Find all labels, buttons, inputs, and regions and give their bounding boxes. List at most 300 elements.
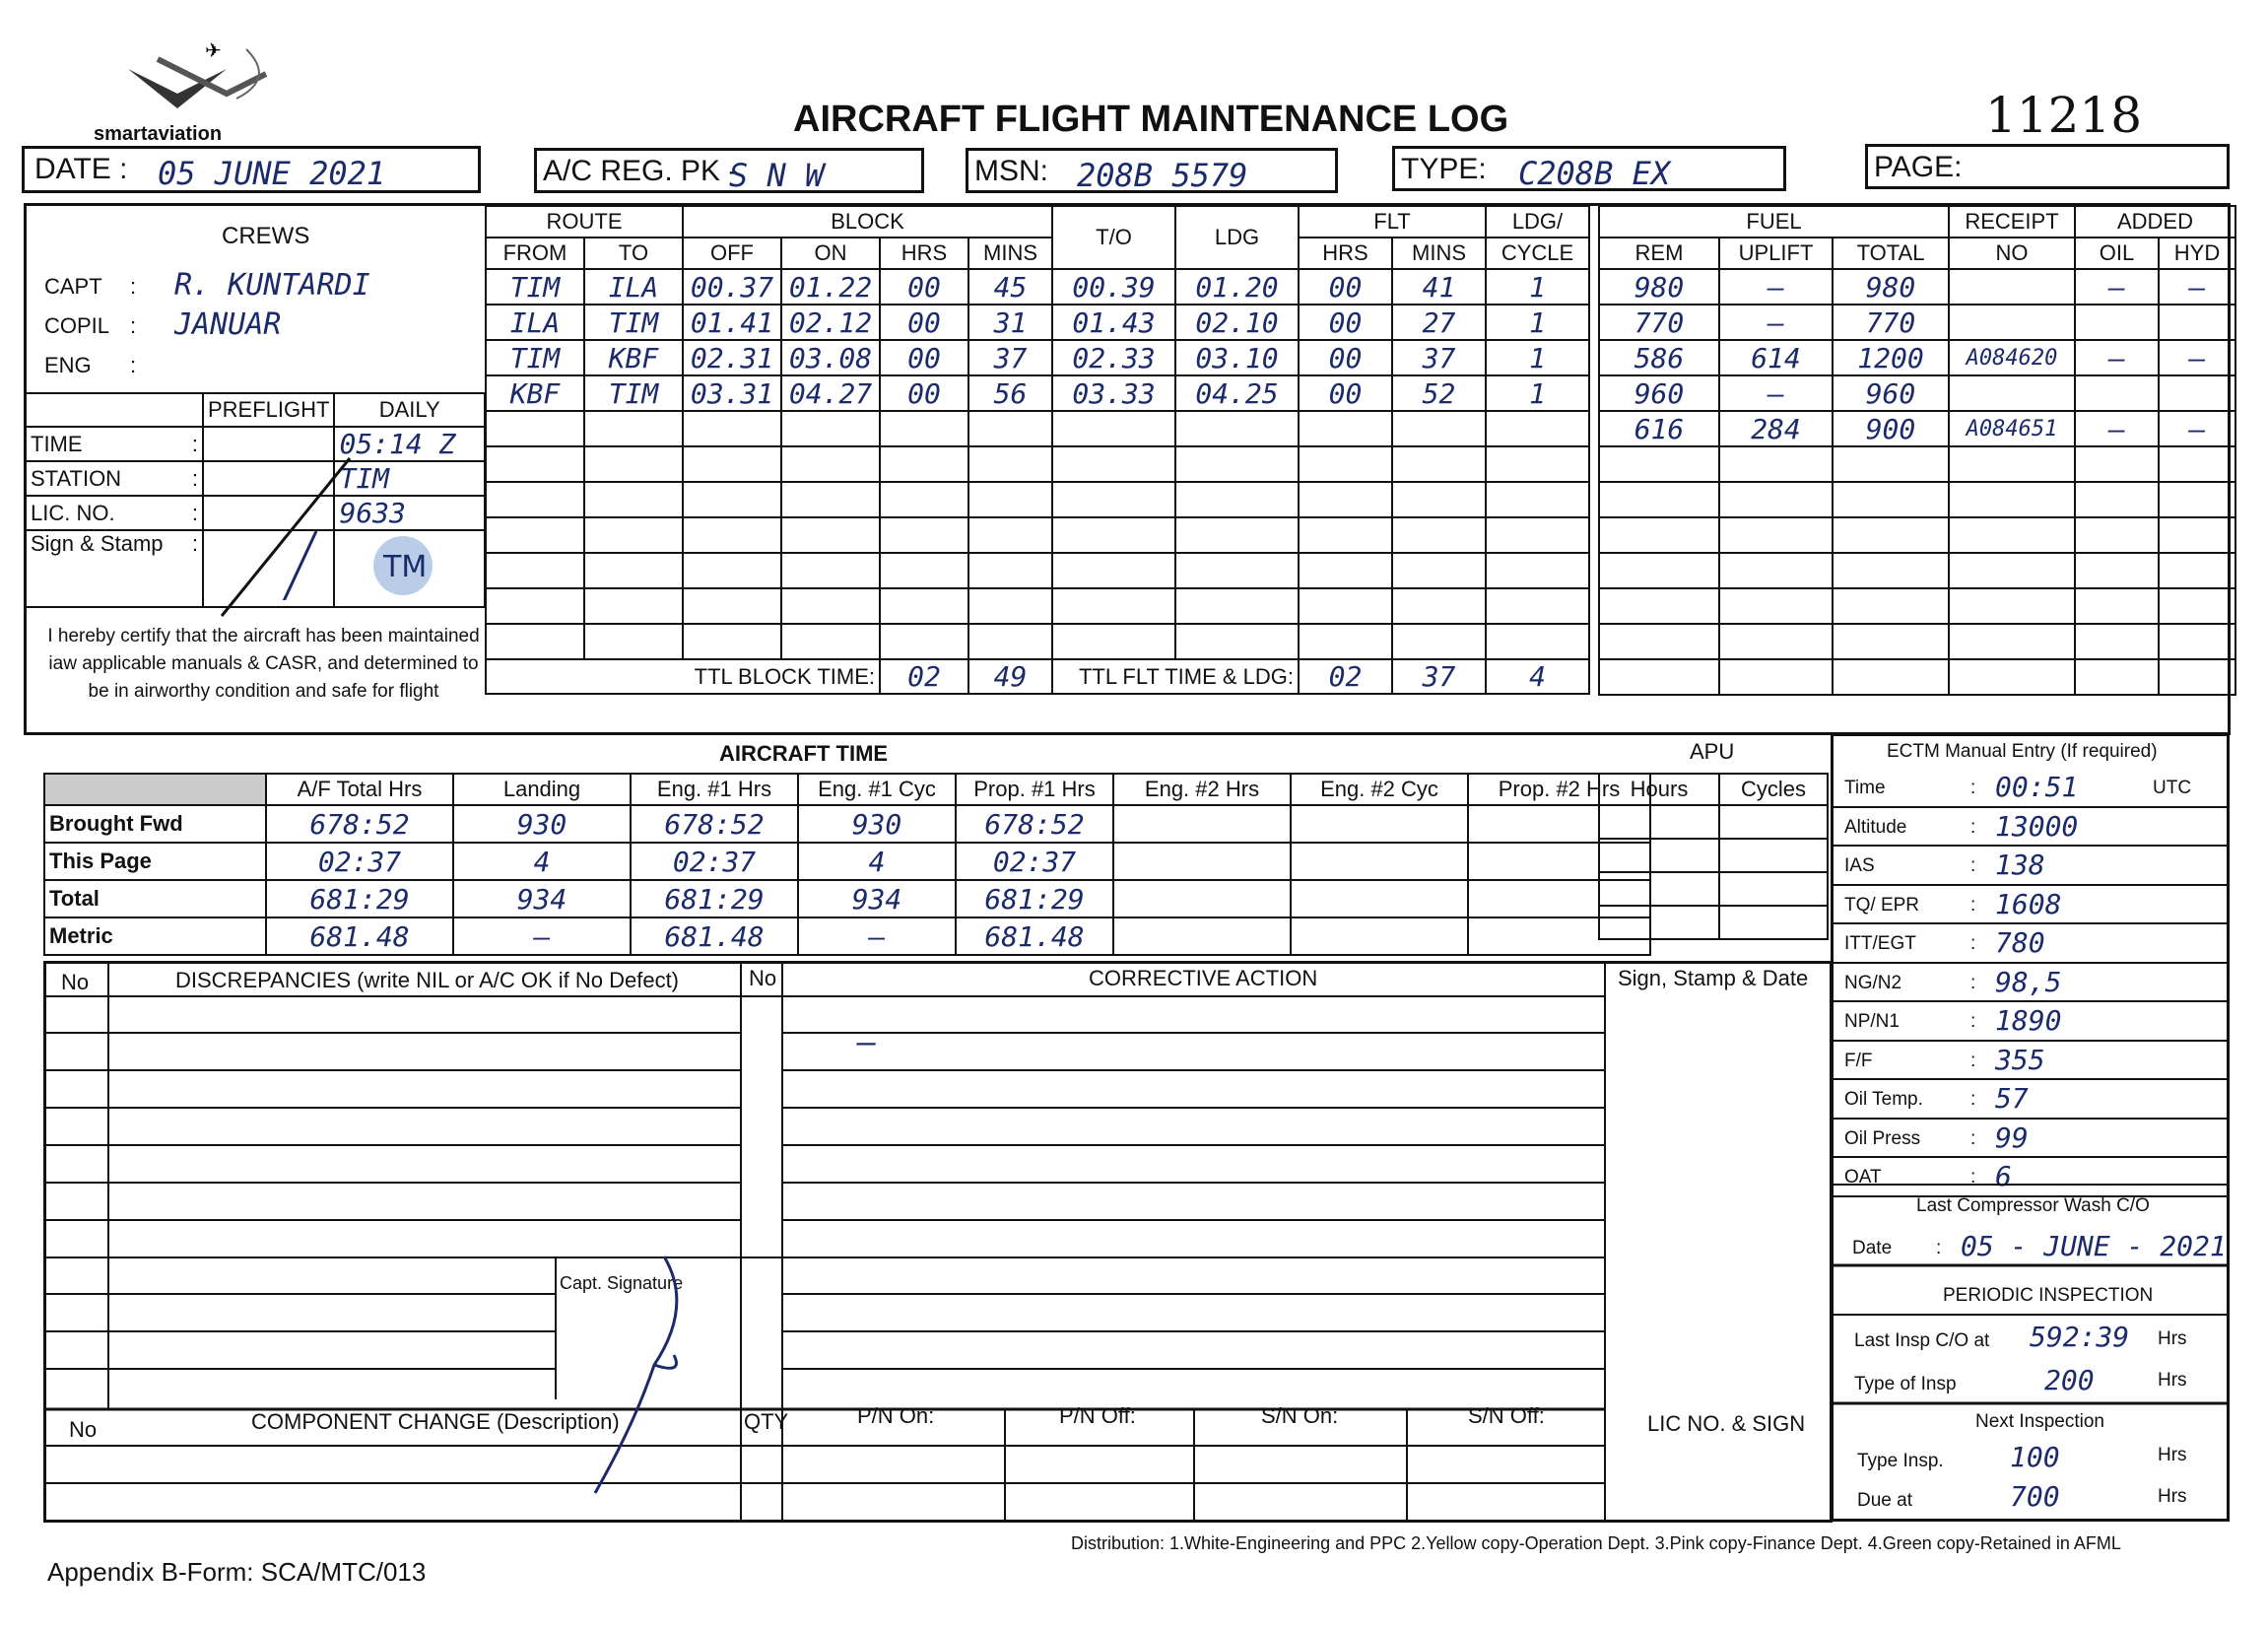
flight-cell-from — [486, 482, 584, 517]
corr-no-header: No — [749, 966, 777, 990]
flight-cell-flt-mins — [1392, 624, 1486, 659]
due-value: 700 — [2010, 1480, 2060, 1513]
flight-cell-flt-hrs: 00 — [1299, 375, 1392, 411]
fuel-cell-uplift — [1719, 659, 1833, 695]
ectm-row-value: 355 — [1995, 1043, 2045, 1076]
msn-box — [966, 148, 1338, 193]
apu-table — [1598, 773, 1829, 940]
fuel-cell-total: 1200 — [1833, 340, 1949, 375]
fuel-row — [1599, 340, 2235, 375]
reg-label: A/C REG. PK - — [543, 155, 739, 187]
on-header: ON — [781, 238, 880, 269]
eng-label: ENG — [44, 353, 92, 377]
ectm-row: Time : 00:51 UTC — [1833, 769, 2229, 808]
flight-cell-cycle: 1 — [1486, 305, 1589, 340]
wash-date-value: 05 - JUNE - 2021 — [1961, 1230, 2227, 1262]
next-type-unit: Hrs — [2158, 1445, 2187, 1465]
ectm-grid-icon — [1831, 733, 2230, 1522]
fuel-cell-oil — [2075, 624, 2159, 659]
flight-row — [486, 588, 1589, 624]
block-header: BLOCK — [683, 206, 1052, 238]
flight-cell-flt-mins — [1392, 482, 1486, 517]
fuel-row — [1599, 446, 2235, 482]
next-type-label: Type Insp. — [1857, 1451, 1944, 1471]
aircraft-time-cell: 02:37 — [266, 843, 453, 880]
fuel-cell-total — [1833, 588, 1949, 624]
fuel-cell-receipt — [1949, 269, 2075, 305]
copil-value: JANUAR — [174, 307, 282, 342]
next-type-value: 100 — [2010, 1441, 2060, 1473]
ectm-row-label: IAS — [1844, 855, 1875, 876]
fuel-row — [1599, 305, 2235, 340]
aircraft-time-row-label: Metric — [44, 917, 266, 955]
ectm-row-value: 99 — [1995, 1121, 2029, 1154]
fuel-cell-rem — [1599, 659, 1719, 695]
flight-cell-cycle: 1 — [1486, 340, 1589, 375]
flight-cell-hrs — [880, 446, 968, 482]
fuel-row — [1599, 482, 2235, 517]
flight-cell-hrs: 00 — [880, 305, 968, 340]
aircraft-time-cell: 681:29 — [956, 880, 1113, 917]
ldg-cycle-header-1: LDG/ — [1486, 206, 1589, 238]
ttl-block-mins: 49 — [968, 659, 1052, 694]
flight-cell-from — [486, 517, 584, 553]
aircraft-time-cell: 4 — [798, 843, 956, 880]
aircraft-time-cell: 681.48 — [956, 917, 1113, 955]
apu-title: APU — [1690, 739, 1735, 764]
fuel-cell-rem — [1599, 482, 1719, 517]
hyd-header: HYD — [2159, 238, 2235, 269]
flt-header: FLT — [1299, 206, 1486, 238]
fuel-cell-uplift: — — [1719, 375, 1833, 411]
comp-pn-off-header: P/N Off: — [1059, 1403, 1136, 1428]
due-label: Due at — [1857, 1490, 1912, 1511]
flight-cell-to-time — [1052, 482, 1175, 517]
aircraft-time-cell — [1291, 880, 1468, 917]
ectm-row-label: NP/N1 — [1844, 1011, 1900, 1032]
flight-row — [486, 553, 1589, 588]
flt-mins-header: MINS — [1392, 238, 1486, 269]
wash-date-label: Date — [1852, 1238, 1893, 1258]
flight-cell-cycle — [1486, 517, 1589, 553]
aircraft-time-cell — [1291, 805, 1468, 843]
flight-cell-ldg — [1175, 517, 1299, 553]
fuel-cell-uplift — [1719, 517, 1833, 553]
ttl-block-hrs: 02 — [880, 659, 968, 694]
ectm-row: IAS : 138 — [1833, 847, 2229, 886]
flight-cell-cycle: 1 — [1486, 375, 1589, 411]
fuel-cell-rem — [1599, 624, 1719, 659]
flight-cell-flt-mins: 41 — [1392, 269, 1486, 305]
type-insp-label: Type of Insp — [1854, 1374, 1957, 1394]
ectm-title: ECTM Manual Entry (If required) — [1887, 741, 2158, 762]
fuel-cell-uplift: 284 — [1719, 411, 1833, 446]
ldg-header: LDG — [1175, 206, 1299, 269]
aircraft-time-cell: 4 — [453, 843, 631, 880]
msn-label: MSN: — [974, 155, 1048, 187]
ectm-row: Oil Press : 99 — [1833, 1120, 2229, 1159]
flight-cell-flt-mins: 37 — [1392, 340, 1486, 375]
fuel-cell-oil: — — [2075, 340, 2159, 375]
page-label: PAGE: — [1874, 151, 1963, 183]
flight-cell-flt-mins — [1392, 588, 1486, 624]
flight-cell-off — [683, 446, 781, 482]
time-label: TIME — [31, 431, 83, 456]
ectm-row-value: 1608 — [1995, 887, 2062, 920]
aircraft-time-cell: 02:37 — [956, 843, 1113, 880]
flight-cell-off: 03.31 — [683, 375, 781, 411]
aircraft-time-cell: 930 — [453, 805, 631, 843]
fuel-cell-oil — [2075, 305, 2159, 340]
flight-cell-to: ILA — [584, 269, 683, 305]
form-number: 11218 — [1985, 87, 2143, 144]
ectm-row: ITT/EGT : 780 — [1833, 924, 2229, 964]
time-daily: 05:14 Z — [334, 427, 485, 461]
aircraft-time-cell: 681:29 — [266, 880, 453, 917]
comp-lic-header: LIC NO. & SIGN — [1647, 1411, 1806, 1436]
ectm-row-label: F/F — [1844, 1050, 1873, 1071]
aircraft-time-cell: 681:29 — [631, 880, 798, 917]
flight-cell-off: 00.37 — [683, 269, 781, 305]
aircraft-time-col-0: A/F Total Hrs — [266, 774, 453, 805]
fuel-cell-receipt — [1949, 482, 2075, 517]
oil-header: OIL — [2075, 238, 2159, 269]
flight-cell-flt-mins — [1392, 446, 1486, 482]
flight-cell-off — [683, 588, 781, 624]
disc-title: DISCREPANCIES (write NIL or A/C OK if No Defect) — [175, 968, 680, 992]
ectm-row-value: 1890 — [1995, 1004, 2062, 1037]
aircraft-time-col-5: Eng. #2 Hrs — [1113, 774, 1291, 805]
flight-cell-to-time: 01.43 — [1052, 305, 1175, 340]
fuel-cell-hyd — [2159, 305, 2235, 340]
fuel-cell-hyd — [2159, 446, 2235, 482]
ectm-row: NG/N2 : 98,5 — [1833, 964, 2229, 1003]
preflight-table: PREFLIGHT DAILY TIME : 05:14 Z STATION : TIM LIC. NO. : 9633 Sign & Stamp : TM — [27, 392, 486, 608]
flight-cell-hrs — [880, 553, 968, 588]
flight-cell-ldg: 03.10 — [1175, 340, 1299, 375]
flight-cell-on: 03.08 — [781, 340, 880, 375]
sign-stamp-title: Sign, Stamp & Date — [1618, 966, 1809, 990]
flight-cell-to-time: 00.39 — [1052, 269, 1175, 305]
aircraft-time-cell: 678:52 — [631, 805, 798, 843]
flight-cell-off — [683, 482, 781, 517]
flight-cell-flt-hrs — [1299, 411, 1392, 446]
mins-header: MINS — [968, 238, 1052, 269]
aircraft-time-cell: 678:52 — [266, 805, 453, 843]
fuel-cell-rem: 616 — [1599, 411, 1719, 446]
flight-cell-hrs — [880, 588, 968, 624]
aircraft-time-row-label: Brought Fwd — [44, 805, 266, 843]
fuel-cell-total — [1833, 517, 1949, 553]
aircraft-time-row — [44, 880, 1650, 917]
flight-row — [486, 482, 1589, 517]
fuel-cell-oil — [2075, 659, 2159, 695]
ectm-row-value: 6 — [1995, 1160, 2012, 1192]
flight-cell-to: TIM — [584, 375, 683, 411]
flight-cell-mins: 56 — [968, 375, 1052, 411]
fuel-cell-uplift — [1719, 446, 1833, 482]
total-header: TOTAL — [1833, 238, 1949, 269]
fuel-cell-total: 960 — [1833, 375, 1949, 411]
ectm-row-value: 98,5 — [1995, 965, 2062, 998]
fuel-cell-receipt — [1949, 553, 2075, 588]
flight-cell-mins: 45 — [968, 269, 1052, 305]
fuel-cell-receipt: A084651 — [1949, 411, 2075, 446]
due-unit: Hrs — [2158, 1486, 2187, 1507]
fuel-cell-hyd — [2159, 659, 2235, 695]
copil-label: COPIL — [44, 313, 110, 338]
flight-cell-to — [584, 482, 683, 517]
flight-cell-mins: 31 — [968, 305, 1052, 340]
last-insp-value: 592:39 — [2030, 1321, 2130, 1353]
flight-cell-mins — [968, 482, 1052, 517]
flight-cell-flt-hrs — [1299, 588, 1392, 624]
capt-signature-label: Capt. Signature — [560, 1273, 684, 1293]
comp-desc-header: COMPONENT CHANGE (Description) — [251, 1409, 620, 1434]
flight-cell-mins — [968, 588, 1052, 624]
disc-no-header: No — [61, 970, 90, 994]
flight-cell-to: KBF — [584, 340, 683, 375]
aircraft-time-col-7: Prop. #2 Hrs — [1468, 774, 1650, 805]
flight-cell-to — [584, 517, 683, 553]
fuel-row — [1599, 659, 2235, 695]
flight-cell-from — [486, 588, 584, 624]
aircraft-time-cell: 02:37 — [631, 843, 798, 880]
comp-sn-on-header: S/N On: — [1261, 1403, 1339, 1428]
appendix-text: Appendix B-Form: SCA/MTC/013 — [47, 1557, 427, 1587]
flight-table — [485, 205, 1590, 695]
rem-header: REM — [1599, 238, 1719, 269]
date-value: 05 JUNE 2021 — [158, 155, 386, 192]
route-header: ROUTE — [486, 206, 683, 238]
flight-cell-hrs: 00 — [880, 269, 968, 305]
fuel-cell-uplift — [1719, 482, 1833, 517]
flight-cell-ldg: 04.25 — [1175, 375, 1299, 411]
aircraft-time-cell: — — [798, 917, 956, 955]
flight-cell-flt-mins: 52 — [1392, 375, 1486, 411]
fuel-header: FUEL — [1599, 206, 1949, 238]
aircraft-time-title: AIRCRAFT TIME — [719, 741, 889, 766]
reg-value: S N W — [729, 157, 825, 194]
fuel-cell-hyd — [2159, 553, 2235, 588]
fuel-cell-total: 770 — [1833, 305, 1949, 340]
fuel-cell-total: 900 — [1833, 411, 1949, 446]
fuel-cell-hyd — [2159, 588, 2235, 624]
aircraft-time-cell: — — [453, 917, 631, 955]
flight-cell-mins — [968, 624, 1052, 659]
flight-cell-on: 02.12 — [781, 305, 880, 340]
fuel-cell-total: 980 — [1833, 269, 1949, 305]
fuel-row — [1599, 375, 2235, 411]
ectm-row-value: 13000 — [1995, 809, 2079, 843]
flight-cell-to — [584, 553, 683, 588]
flight-cell-ldg — [1175, 446, 1299, 482]
svg-text:✈: ✈ — [205, 39, 222, 62]
flight-cell-to-time — [1052, 553, 1175, 588]
flight-cell-to-time: 02.33 — [1052, 340, 1175, 375]
fuel-cell-hyd — [2159, 517, 2235, 553]
flight-cell-flt-mins — [1392, 411, 1486, 446]
flight-cell-on — [781, 482, 880, 517]
flight-cell-cycle: 1 — [1486, 269, 1589, 305]
flight-cell-off — [683, 517, 781, 553]
flight-cell-flt-hrs: 00 — [1299, 269, 1392, 305]
flight-cell-cycle — [1486, 624, 1589, 659]
from-header: FROM — [486, 238, 584, 269]
flight-cell-on — [781, 624, 880, 659]
fuel-cell-oil: — — [2075, 411, 2159, 446]
flight-cell-flt-mins — [1392, 553, 1486, 588]
preflight-diagonal-icon — [212, 453, 360, 650]
flight-cell-to — [584, 588, 683, 624]
page-title: AIRCRAFT FLIGHT MAINTENANCE LOG — [793, 99, 1509, 140]
flight-cell-from — [486, 411, 584, 446]
flight-cell-to-time — [1052, 588, 1175, 624]
fuel-cell-receipt — [1949, 446, 2075, 482]
flight-cell-from: KBF — [486, 375, 584, 411]
fuel-cell-hyd: — — [2159, 411, 2235, 446]
flight-cell-hrs: 00 — [880, 375, 968, 411]
preflight-header: PREFLIGHT — [203, 393, 334, 427]
date-label: DATE : — [34, 153, 128, 185]
ectm-row-label: NG/N2 — [1844, 972, 1902, 993]
fuel-cell-rem — [1599, 553, 1719, 588]
logo-text: smartaviation — [94, 123, 223, 145]
fuel-cell-hyd: — — [2159, 340, 2235, 375]
flight-row — [486, 269, 1589, 305]
capt-label: CAPT — [44, 274, 102, 299]
fuel-cell-oil: — — [2075, 269, 2159, 305]
aircraft-time-row — [44, 843, 1650, 880]
flight-cell-flt-hrs — [1299, 446, 1392, 482]
flight-cell-cycle — [1486, 553, 1589, 588]
flight-cell-cycle — [1486, 482, 1589, 517]
ectm-row: TQ/ EPR : 1608 — [1833, 886, 2229, 925]
fuel-row — [1599, 624, 2235, 659]
flight-cell-hrs — [880, 517, 968, 553]
flight-cell-on — [781, 517, 880, 553]
fuel-cell-rem: 960 — [1599, 375, 1719, 411]
flight-cell-flt-hrs — [1299, 482, 1392, 517]
fuel-cell-rem: 980 — [1599, 269, 1719, 305]
flight-cell-hrs: 00 — [880, 340, 968, 375]
flight-cell-flt-mins: 27 — [1392, 305, 1486, 340]
fuel-cell-rem — [1599, 446, 1719, 482]
fuel-row — [1599, 588, 2235, 624]
aircraft-time-table — [43, 773, 1651, 956]
certify-text: I hereby certify that the aircraft has been maintained iaw applicable manuals & CASR, and determined to be in airworthy condition and safe for flight — [47, 626, 480, 702]
fuel-cell-hyd — [2159, 482, 2235, 517]
fuel-cell-uplift: 614 — [1719, 340, 1833, 375]
aircraft-time-cell — [1291, 843, 1468, 880]
flight-cell-off — [683, 411, 781, 446]
apu-hours-header: Hours — [1599, 774, 1719, 805]
type-insp-unit: Hrs — [2158, 1370, 2187, 1391]
fuel-cell-receipt — [1949, 588, 2075, 624]
msn-value: 208B 5579 — [1077, 157, 1248, 194]
flight-row — [486, 624, 1589, 659]
receipt-header-1: RECEIPT — [1949, 206, 2075, 238]
flight-cell-flt-hrs: 00 — [1299, 340, 1392, 375]
fuel-cell-oil — [2075, 517, 2159, 553]
discrepancy-grid-icon — [43, 961, 1833, 1523]
type-label: TYPE: — [1401, 153, 1487, 185]
ectm-row-value: 138 — [1995, 849, 2045, 881]
ldg-cycle-header-2: CYCLE — [1486, 238, 1589, 269]
aircraft-time-row-label: Total — [44, 880, 266, 917]
last-insp-unit: Hrs — [2158, 1328, 2187, 1349]
station-daily: TIM — [334, 461, 485, 496]
flight-cell-to-time — [1052, 624, 1175, 659]
flight-cell-ldg — [1175, 553, 1299, 588]
aircraft-time-cell — [1113, 880, 1291, 917]
corrective-entry: — — [857, 1023, 877, 1060]
flight-cell-on: 04.27 — [781, 375, 880, 411]
flight-cell-cycle — [1486, 411, 1589, 446]
flight-cell-to — [584, 446, 683, 482]
periodic-title: PERIODIC INSPECTION — [1943, 1285, 2154, 1306]
ttl-ldg: 4 — [1486, 659, 1589, 694]
aircraft-time-cell: 934 — [798, 880, 956, 917]
flight-cell-off: 02.31 — [683, 340, 781, 375]
receipt-header-2: NO — [1949, 238, 2075, 269]
fuel-cell-rem: 586 — [1599, 340, 1719, 375]
to-header: TO — [584, 238, 683, 269]
sign-label: Sign & Stamp — [31, 531, 164, 556]
flight-cell-mins — [968, 553, 1052, 588]
hrs-header: HRS — [880, 238, 968, 269]
ttl-flt-label: TTL FLT TIME & LDG: — [1052, 659, 1299, 694]
flight-cell-to — [584, 411, 683, 446]
last-insp-label: Last Insp C/O at — [1854, 1330, 1990, 1351]
ectm-row-value: 780 — [1995, 926, 2045, 959]
distribution-text: Distribution: 1.White-Engineering and PPC 2.Yellow copy-Operation Dept. 3.Pink copy-Finance Dept. 4.Green copy-Retained in AFML — [1071, 1533, 2121, 1553]
fuel-row — [1599, 411, 2235, 446]
flight-cell-on — [781, 446, 880, 482]
flight-cell-on — [781, 588, 880, 624]
flight-cell-flt-hrs — [1299, 517, 1392, 553]
fuel-cell-total — [1833, 482, 1949, 517]
flt-hrs-header: HRS — [1299, 238, 1392, 269]
aircraft-time-cell: 678:52 — [956, 805, 1113, 843]
flight-cell-off: 01.41 — [683, 305, 781, 340]
flight-row — [486, 305, 1589, 340]
ectm-row-label: Altitude — [1844, 816, 1907, 838]
logo-mark-icon — [89, 39, 276, 118]
lic-daily: 9633 — [334, 496, 485, 530]
flight-cell-ldg — [1175, 624, 1299, 659]
flight-cell-from: ILA — [486, 305, 584, 340]
ectm-row: NP/N1 : 1890 — [1833, 1002, 2229, 1042]
flight-cell-mins — [968, 446, 1052, 482]
ectm-row-label: Oil Press — [1844, 1127, 1921, 1149]
flight-cell-cycle — [1486, 446, 1589, 482]
flight-cell-to-time — [1052, 411, 1175, 446]
fuel-cell-uplift — [1719, 553, 1833, 588]
apu-cycles-header: Cycles — [1719, 774, 1828, 805]
flight-cell-ldg: 02.10 — [1175, 305, 1299, 340]
added-header: ADDED — [2075, 206, 2235, 238]
type-box — [1392, 146, 1786, 191]
ectm-row-label: Time — [1844, 778, 1886, 798]
flight-cell-flt-hrs — [1299, 553, 1392, 588]
ectm-row-label: Oil Temp. — [1844, 1089, 1923, 1110]
fuel-row — [1599, 517, 2235, 553]
fuel-row — [1599, 269, 2235, 305]
fuel-cell-oil — [2075, 553, 2159, 588]
next-title: Next Inspection — [1975, 1411, 2104, 1432]
aircraft-time-cell: 930 — [798, 805, 956, 843]
